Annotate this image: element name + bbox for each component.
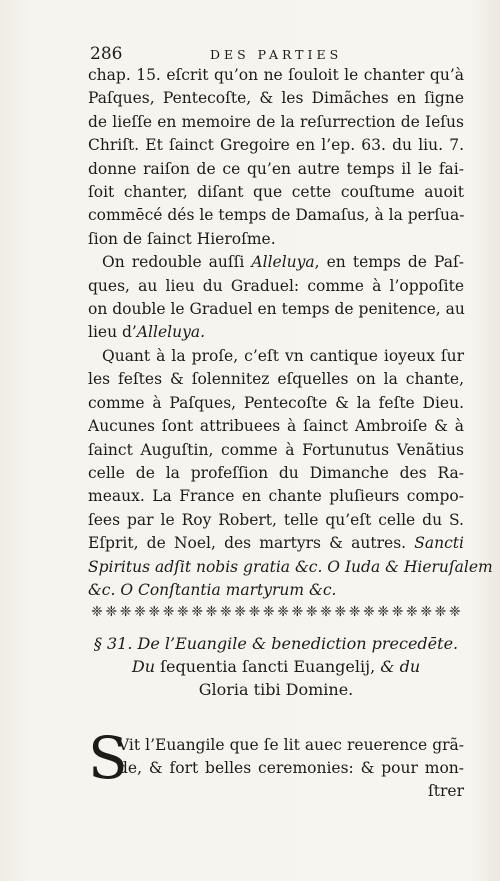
ornament-glyph: ❈ [105,604,118,620]
italic-fragment: Alleluya. [136,323,206,342]
ornament-glyph: ❈ [391,604,404,620]
ornament-glyph: ❈ [305,604,318,620]
section-title-line [88,655,464,678]
text-line: ſion de ſainct Hieroſme. [88,229,276,248]
ornament-glyph: ❈ [406,604,418,620]
ornament-glyph: ❈ [291,604,304,620]
text-fragment: , en temps de Paſ- [314,253,464,272]
ornament-glyph: ❈ [177,604,189,620]
ornament-glyph: ❈ [348,604,361,620]
section-heading [88,632,464,701]
ornament-glyph: ❈ [320,604,332,620]
text-line: ſoit chanter, diſant que cette couſtume auoit [88,183,464,202]
ornament-glyph: ❈ [119,604,132,620]
text-line: comme à Paſques, Pentecoſte & la feſte Dieu. [88,393,464,412]
text-line: ſtrer [428,782,464,800]
page-number: 286 [90,44,123,64]
text-line: celle de la profeſſion du Dimanche des Ra- [88,463,464,482]
text-line: Quant à la proſe, c’eſt vn cantique ioyeux ſur [102,346,464,365]
ornament-glyph: ❈ [191,604,204,620]
italic-fragment: Alleluya [251,253,315,272]
ornament-glyph: ❈ [91,604,103,620]
section-title-line: Gloria tibi Domine. [198,680,354,699]
ornament-glyph: ❈ [248,604,261,620]
ornament-glyph: ❈ [205,604,218,620]
ornament-glyph: ❈ [148,604,161,620]
ornament-glyph: ❈ [363,604,375,620]
ornament-glyph: ❈ [277,604,289,620]
text-line: ques, au lieu du Graduel: comme à l’oppoſite [88,276,464,295]
italic-line: Spiritus adſit nobis gratia &c. O Iuda & Hieruſalem [88,557,493,576]
ornament-glyph: ❈ [162,604,175,620]
body-text [88,64,493,602]
ornament-glyph: ❈ [334,604,347,620]
ornament-glyph: ❈ [448,604,461,620]
text-line: Paſques, Pentecoſte, & les Dimãches en ſigne [88,89,464,108]
ornament-glyph: ❈ [377,604,390,620]
text-line: ſainct Auguſtin, comme à Fortunutus Venãtius [88,440,464,459]
paragraph-with-dropcap [88,724,464,803]
running-title: DES PARTIES [210,47,343,62]
text-line: les feſtes & ſolennitez eſquelles on la chante, [88,370,464,389]
italic-fragment: & du [375,657,421,676]
text-line: de, & fort belles ceremonies: & pour mon- [118,759,464,777]
ornament-glyph: ❈ [434,604,447,620]
text-line: Chriſt. Et ſainct Gregoire en l’ep. 63. du liu. 7. [88,136,464,155]
text-line: chap. 15. eſcrit qu’on ne ſouloit le chanter qu’à [88,66,464,84]
running-head [90,44,460,66]
text-line: meaux. La France en chante pluſieurs compo- [88,487,464,506]
text-line [88,321,464,344]
text-line: ſees par le Roy Robert, telle qu’eſt celle du S. [88,510,464,529]
text-line: Vit l’Euangile que ſe lit auec reuerence grã- [118,736,464,754]
text-fragment: ſequentia ſancti Euangelij, [155,657,376,676]
text-line [88,532,464,555]
text-line: commēcé dés le temps de Damaſus, à la perſua- [88,206,465,225]
section-title-line: § 31. De l’Euangile & benediction precedēte. [93,634,459,653]
ornament-glyph: ❈ [234,604,246,620]
ornament-border [90,602,462,622]
text-line: de lieſſe en memoire de la reſurrection de Ieſus [88,112,464,131]
drop-cap: S [88,724,128,792]
ornament-glyph: ❈ [262,604,275,620]
text-line: on double le Graduel en temps de penitence, au [88,300,465,319]
italic-fragment: Sancti [414,534,464,553]
text-fragment: lieu d’ [88,323,137,342]
text-line: donne raiſon de ce qu’en autre temps il le fai- [88,159,464,178]
text-line [88,251,464,274]
ornament-glyph: ❈ [219,604,232,620]
text-line: Aucunes ſont attribuees à ſainct Ambroiſe & à [88,417,464,436]
text-fragment: Eſprit, de Noel, des martyrs & autres. [88,534,407,553]
italic-fragment: Du [131,657,155,676]
ornament-glyph: ❈ [420,604,433,620]
text-fragment: On redouble auſſi [102,253,245,272]
ornament-glyph: ❈ [134,604,146,620]
italic-line: &c. O Conſtantia martyrum &c. [88,580,337,599]
